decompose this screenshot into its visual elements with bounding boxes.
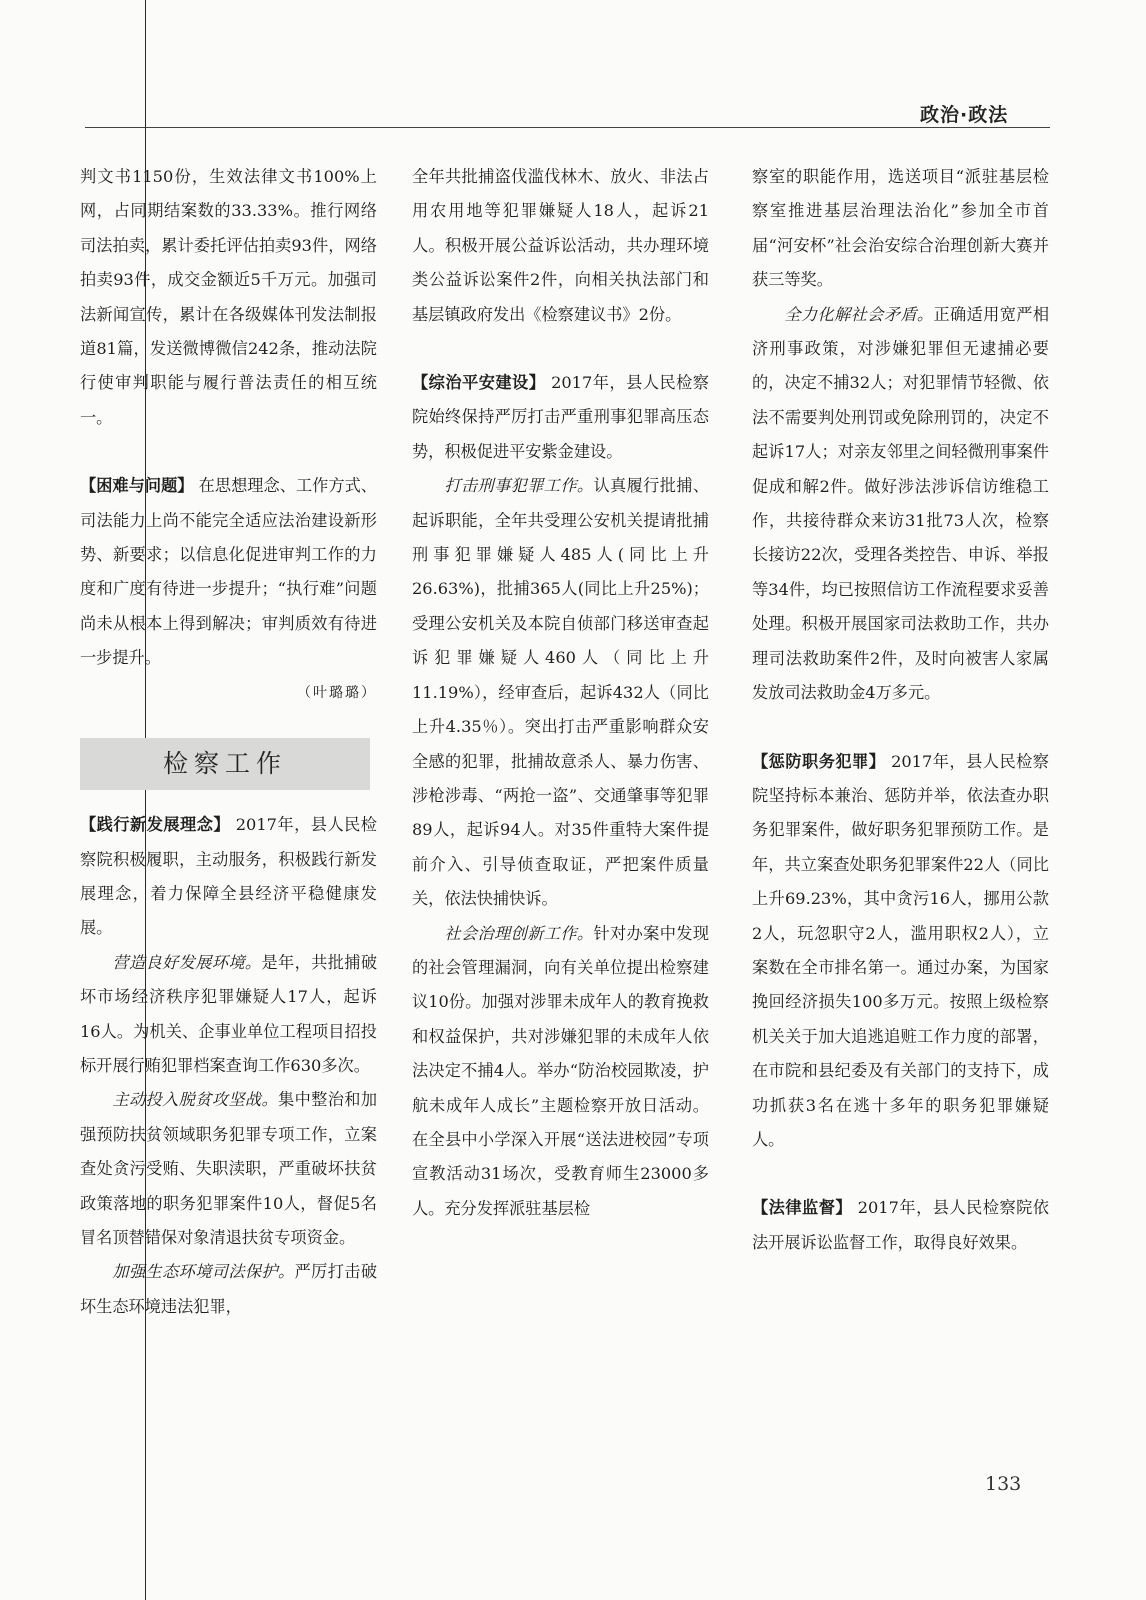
paragraph	[80, 1083, 377, 1255]
paragraph-duty-crime	[752, 745, 1049, 1158]
paragraph	[412, 469, 709, 916]
subheading: 社会治理创新工作。	[444, 923, 594, 943]
header-rule	[85, 127, 1050, 128]
paragraph-text: 严厉打击破坏生态环境违法犯罪，	[80, 1262, 377, 1316]
paragraph-security	[412, 366, 709, 469]
paragraph	[80, 946, 377, 1084]
paragraph-text: 正确适用宽严相济刑事政策，对涉嫌犯罪但无逮捕必要的，决定不捕32人；对犯罪情节轻微、依法不需要判处刑罚或免除刑罚的，决定不起诉17人；对亲友邻里之间轻微刑事案件促成和解2件。做好涉法涉诉信访维稳工作，共接待群众来访31批73人次，检察长接访22次，受理各类控告、申诉、举报等34件，均已按照信访工作流程要求妥善处理。积极开展国家司法救助工作，共办理司法救助案件2件，及时向被害人家属发放司法救助金4万多元。	[752, 304, 1049, 703]
paragraph-text: 2017年，县人民检察院始终保持严厉打击严重刑事犯罪高压态势，积极促进平安紫金建设。	[412, 373, 709, 461]
paragraph-text: 2017年，县人民检察院坚持标本兼治、惩防并举，依法查办职务犯罪案件，做好职务犯罪预防工作。是年，共立案查处职务犯罪案件22人（同比上升69.23%，其中贪污16人，挪用公款2人，玩忽职守2人，滥用职权2人），立案数在全市排名第一。通过办案，为国家挽回经济损失100多万元。按照上级检察机关关于加大追逃追赃工作力度的部署，在市院和县纪委及有关部门的支持下，成功抓获3名在逃十多年的职务犯罪嫌疑人。	[752, 751, 1049, 1149]
page-number: 133	[985, 1473, 1022, 1495]
paragraph-legal-supervision	[752, 1191, 1049, 1260]
paragraph-text: 2017年，县人民检察院依法开展诉讼监督工作，取得良好效果。	[752, 1198, 1049, 1252]
column-3	[752, 160, 1049, 1540]
subheading: 加强生态环境司法保护。	[112, 1262, 295, 1282]
paragraph-text: 针对办案中发现的社会管理漏洞，向有关单位提出检察建议10份。加强对涉罪未成年人的教育挽救和权益保护，共对涉嫌犯罪的未成年人依法决定不捕4人。举办“防治校园欺凌，护航未成年人成长”主题检察开放日活动。在全县中小学深入开展“送法进校园”专项宣教活动31场次，受教育师生23000多人。充分发挥派驻基层检	[412, 923, 709, 1218]
paragraph	[80, 1255, 377, 1324]
paragraph-heading: 【惩防职务犯罪】	[752, 751, 886, 771]
paragraph-text: 是年，共批捕破坏市场经济秩序犯罪嫌疑人17人，起诉16人。为机关、企事业单位工程项目招投标开展行贿犯罪档案查询工作630多次。	[80, 952, 377, 1075]
paragraph-text: 在思想理念、工作方式、司法能力上尚不能完全适应法治建设新形势、新要求；以信息化促进审判工作的力度和广度有待进一步提升；“执行难”问题尚未从根本上得到解决；审判质效有待进一步提升。	[80, 476, 377, 668]
subheading: 打击刑事犯罪工作。	[444, 476, 594, 496]
subheading: 主动投入脱贫攻坚战。	[112, 1090, 279, 1110]
paragraph-new-development	[80, 808, 377, 946]
running-head: 政治·政法	[920, 104, 1009, 126]
paragraph-heading: 【综治平安建设】	[412, 373, 546, 393]
paragraph-difficulties	[80, 469, 377, 675]
column-2	[412, 160, 709, 1540]
paragraph-heading: 【困难与问题】	[80, 476, 194, 496]
author-credit: （叶璐璐）	[297, 684, 377, 701]
paragraph: 察室的职能作用，选送项目“派驻基层检察室推进基层治理法治化”参加全市首届“河安杯”社会治安综合治理创新大赛并获三等奖。	[752, 167, 1049, 290]
paragraph-heading: 【法律监督】	[752, 1198, 853, 1218]
paragraph-heading: 【践行新发展理念】	[80, 815, 231, 835]
section-title-box	[80, 738, 370, 790]
subheading: 营造良好发展环境。	[112, 952, 262, 972]
section-title: 检察工作	[162, 748, 287, 778]
paragraph: 判文书1150份，生效法律文书100%上网，占同期结案数的33.33%。推行网络司法拍卖，累计委托评估拍卖93件，网络拍卖93件，成交金额近5千万元。加强司法新闻宣传，累计在各级媒体刊发法制报道81篇，发送微博微信242条，推动法院行使审判职能与履行普法责任的相互统一。	[80, 167, 377, 427]
paragraph-text: 认真履行批捕、起诉职能，全年共受理公安机关提请批捕刑事犯罪嫌疑人485人(同比上升26.63%)，批捕365人(同比上升25%)；受理公安机关及本院自侦部门移送审查起诉犯罪嫌疑人460人（同比上升11.19%），经审查后，起诉432人（同比上升4.35％）。突出打击严重影响群众安全感的犯罪，批捕故意杀人、暴力伤害、涉枪涉毒、“两抢一盗”、交通肇事等犯罪89人，起诉94人。对35件重特大案件提前介入、引导侦查取证，严把案件质量关，依法快捕快诉。	[412, 476, 709, 909]
paragraph	[412, 917, 709, 1227]
subheading: 全力化解社会矛盾。	[784, 304, 934, 324]
column-1	[80, 160, 377, 1540]
paragraph-text: 集中整治和加强预防扶贫领域职务犯罪专项工作，立案查处贪污受贿、失职渎职，严重破坏扶贫政策落地的职务犯罪案件10人，督促5名冒名顶替错保对象清退扶贫专项资金。	[80, 1090, 377, 1247]
paragraph: 全年共批捕盗伐滥伐林木、放火、非法占用农用地等犯罪嫌疑人18人，起诉21人。积极开展公益诉讼活动，共办理环境类公益诉讼案件2件，向相关执法部门和基层镇政府发出《检察建议书》2份。	[412, 167, 709, 324]
paragraph	[752, 298, 1049, 711]
paragraph-text: 2017年，县人民检察院积极履职，主动服务，积极践行新发展理念，着力保障全县经济平稳健康发展。	[80, 815, 377, 938]
